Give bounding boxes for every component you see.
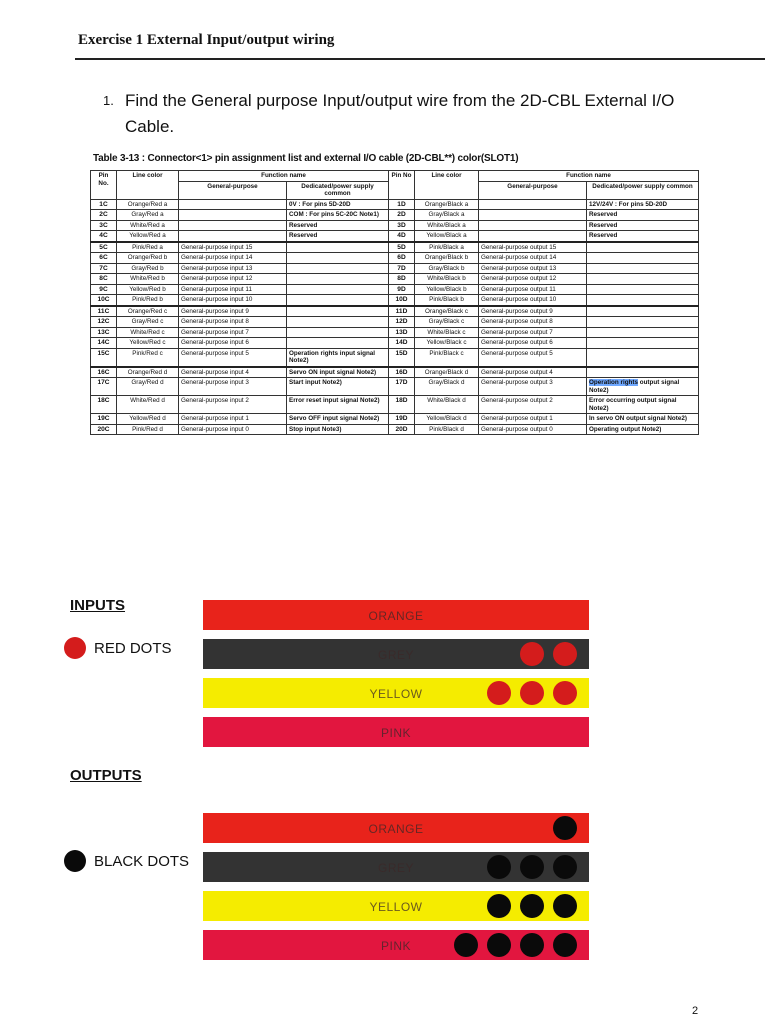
pin-cell: 9C	[91, 284, 117, 295]
general-purpose-cell: General-purpose input 3	[179, 378, 287, 396]
pin-cell: 8D	[389, 274, 415, 285]
general-purpose-cell	[479, 231, 587, 242]
general-purpose-cell: General-purpose output 2	[479, 396, 587, 414]
line-color-cell: White/Red d	[117, 396, 179, 414]
pin-cell: 15D	[389, 348, 415, 367]
dedicated-cell: Servo OFF input signal Note2)	[287, 414, 389, 425]
dedicated-cell: Error occurring output signal Note2)	[587, 396, 699, 414]
black-dot-icon	[64, 850, 86, 872]
dedicated-cell: Reserved	[587, 210, 699, 221]
header-rule	[75, 58, 765, 60]
dedicated-cell	[287, 253, 389, 264]
dedicated-cell	[287, 338, 389, 349]
black-dot-icon	[553, 933, 577, 957]
line-color-cell: Gray/Black b	[415, 263, 479, 274]
line-color-cell: Orange/Red d	[117, 367, 179, 378]
line-color-cell: Pink/Red b	[117, 295, 179, 306]
page-header: Exercise 1 External Input/output wiring	[78, 32, 335, 48]
pin-cell: 10C	[91, 295, 117, 306]
line-color-cell: Pink/Black a	[415, 242, 479, 253]
pin-cell: 20C	[91, 424, 117, 435]
outputs-wire-bar-yellow	[203, 891, 589, 921]
pin-cell: 13C	[91, 327, 117, 338]
general-purpose-cell: General-purpose output 11	[479, 284, 587, 295]
line-color-cell: White/Black d	[415, 396, 479, 414]
general-purpose-cell: General-purpose output 3	[479, 378, 587, 396]
dedicated-cell: 12V/24V : For pins 5D-20D	[587, 199, 699, 210]
general-purpose-cell: General-purpose input 8	[179, 317, 287, 328]
general-purpose-cell	[479, 210, 587, 221]
pin-cell: 20D	[389, 424, 415, 435]
line-color-cell: White/Red a	[117, 220, 179, 231]
pin-cell: 13D	[389, 327, 415, 338]
black-dot-icon	[553, 816, 577, 840]
pin-cell: 2D	[389, 210, 415, 221]
inputs-wire-bar-yellow	[203, 678, 589, 708]
black-dot-icon	[487, 933, 511, 957]
dedicated-cell: Operation rights input signal Note2)	[287, 348, 389, 367]
pin-cell: 19C	[91, 414, 117, 425]
general-purpose-cell	[479, 199, 587, 210]
general-purpose-cell: General-purpose output 13	[479, 263, 587, 274]
line-color-cell: Gray/Red c	[117, 317, 179, 328]
pin-cell: 14D	[389, 338, 415, 349]
general-purpose-cell	[179, 199, 287, 210]
general-purpose-cell: General-purpose input 2	[179, 396, 287, 414]
header-pin-no: Pin No.	[91, 171, 117, 200]
dedicated-cell	[287, 274, 389, 285]
task-text: Find the General purpose Input/output wire from the 2D-CBL External I/O Cable.	[125, 91, 675, 136]
pin-cell: 10D	[389, 295, 415, 306]
line-color-cell: Pink/Red d	[117, 424, 179, 435]
pin-cell: 12D	[389, 317, 415, 328]
pin-cell: 8C	[91, 274, 117, 285]
header-dedicated-right: Dedicated/power supply common	[587, 181, 699, 199]
table-row	[91, 378, 699, 396]
black-dot-icon	[520, 855, 544, 879]
black-dot-icon	[487, 894, 511, 918]
line-color-cell: Yellow/Black c	[415, 338, 479, 349]
dedicated-cell: Start input Note2)	[287, 378, 389, 396]
pin-cell: 18C	[91, 396, 117, 414]
dedicated-cell	[587, 367, 699, 378]
black-dot-icon	[520, 894, 544, 918]
dedicated-cell	[587, 263, 699, 274]
table-row	[91, 284, 699, 295]
line-color-cell: Orange/Red c	[117, 306, 179, 317]
black-dot-icon	[520, 933, 544, 957]
pin-cell: 16C	[91, 367, 117, 378]
general-purpose-cell: General-purpose input 13	[179, 263, 287, 274]
pin-cell: 19D	[389, 414, 415, 425]
pin-cell: 7C	[91, 263, 117, 274]
pin-cell: 1C	[91, 199, 117, 210]
line-color-cell: Yellow/Red d	[117, 414, 179, 425]
dedicated-cell	[587, 295, 699, 306]
line-color-cell: Pink/Red c	[117, 348, 179, 367]
red-dot-icon	[553, 642, 577, 666]
line-color-cell: Yellow/Red b	[117, 284, 179, 295]
pin-cell: 14C	[91, 338, 117, 349]
pin-cell: 17C	[91, 378, 117, 396]
wire-bar-label: ORANGE	[368, 822, 424, 836]
inputs-legend	[64, 637, 172, 659]
line-color-cell: Orange/Red b	[117, 253, 179, 264]
dedicated-cell	[287, 327, 389, 338]
dedicated-cell	[287, 263, 389, 274]
line-color-cell: Gray/Black c	[415, 317, 479, 328]
black-dot-icon	[553, 855, 577, 879]
general-purpose-cell: General-purpose output 10	[479, 295, 587, 306]
general-purpose-cell: General-purpose output 8	[479, 317, 587, 328]
dedicated-cell	[587, 242, 699, 253]
line-color-cell: Yellow/Black a	[415, 231, 479, 242]
table-row	[91, 396, 699, 414]
general-purpose-cell: General-purpose input 15	[179, 242, 287, 253]
pin-cell: 9D	[389, 284, 415, 295]
pin-cell: 18D	[389, 396, 415, 414]
wire-bar-label: GREY	[377, 648, 414, 662]
pin-cell: 17D	[389, 378, 415, 396]
dedicated-cell	[587, 327, 699, 338]
pin-cell: 11D	[389, 306, 415, 317]
red-dot-icon	[520, 681, 544, 705]
black-dot-icon	[487, 855, 511, 879]
red-dot-icon	[553, 681, 577, 705]
outputs-legend	[64, 850, 189, 872]
dedicated-cell: Stop input Note3)	[287, 424, 389, 435]
general-purpose-cell: General-purpose output 9	[479, 306, 587, 317]
black-dot-icon	[454, 933, 478, 957]
general-purpose-cell: General-purpose input 5	[179, 348, 287, 367]
header-pin-no-right: Pin No	[389, 171, 415, 200]
table-row	[91, 210, 699, 221]
pin-cell: 1D	[389, 199, 415, 210]
wire-bar-label: YELLOW	[369, 687, 423, 701]
dedicated-cell: Reserved	[287, 231, 389, 242]
dedicated-cell	[587, 284, 699, 295]
table-row	[91, 338, 699, 349]
table-caption: Table 3-13 : Connector<1> pin assignment list and external I/O cable (2D-CBL**) color(SLOT1)	[93, 153, 519, 164]
outputs-wire-bar-grey	[203, 852, 589, 882]
pin-cell: 5D	[389, 242, 415, 253]
inputs-wire-bar-orange	[203, 600, 589, 630]
dedicated-cell	[587, 274, 699, 285]
wire-bar-label: PINK	[380, 726, 411, 740]
general-purpose-cell: General-purpose input 10	[179, 295, 287, 306]
dedicated-cell	[587, 348, 699, 367]
inputs-legend-label: RED DOTS	[94, 639, 172, 657]
general-purpose-cell	[179, 220, 287, 231]
line-color-cell: White/Black a	[415, 220, 479, 231]
header-line-color: Line color	[117, 171, 179, 200]
line-color-cell: White/Black c	[415, 327, 479, 338]
dedicated-cell	[287, 317, 389, 328]
line-color-cell: Orange/Black a	[415, 199, 479, 210]
line-color-cell: White/Red c	[117, 327, 179, 338]
general-purpose-cell: General-purpose input 0	[179, 424, 287, 435]
general-purpose-cell: General-purpose output 12	[479, 274, 587, 285]
general-purpose-cell: General-purpose output 14	[479, 253, 587, 264]
general-purpose-cell: General-purpose input 12	[179, 274, 287, 285]
wire-bar-label: YELLOW	[369, 900, 423, 914]
line-color-cell: Gray/Black a	[415, 210, 479, 221]
general-purpose-cell: General-purpose input 11	[179, 284, 287, 295]
line-color-cell: Yellow/Black b	[415, 284, 479, 295]
outputs-wire-bar-pink	[203, 930, 589, 960]
general-purpose-cell: General-purpose output 6	[479, 338, 587, 349]
header-function-name: Function name	[179, 171, 389, 182]
dedicated-cell: Servo ON input signal Note2)	[287, 367, 389, 378]
general-purpose-cell: General-purpose output 5	[479, 348, 587, 367]
general-purpose-cell: General-purpose output 1	[479, 414, 587, 425]
pin-cell: 7D	[389, 263, 415, 274]
general-purpose-cell: General-purpose output 15	[479, 242, 587, 253]
dedicated-cell: COM : For pins 5C-20C Note1)	[287, 210, 389, 221]
task-number: 1.	[103, 93, 114, 108]
line-color-cell: Gray/Red b	[117, 263, 179, 274]
table-row	[91, 306, 699, 317]
line-color-cell: Pink/Black d	[415, 424, 479, 435]
red-dot-icon	[64, 637, 86, 659]
inputs-wire-bar-pink	[203, 717, 589, 747]
outputs-wire-bar-orange	[203, 813, 589, 843]
dedicated-cell: Reserved	[287, 220, 389, 231]
pin-cell: 3D	[389, 220, 415, 231]
line-color-cell: Orange/Black d	[415, 367, 479, 378]
table-row	[91, 263, 699, 274]
header-function-name-right: Function name	[479, 171, 699, 182]
general-purpose-cell: General-purpose output 7	[479, 327, 587, 338]
pin-cell: 12C	[91, 317, 117, 328]
dedicated-cell: Operating output Note2)	[587, 424, 699, 435]
general-purpose-cell: General-purpose input 4	[179, 367, 287, 378]
line-color-cell: Pink/Black c	[415, 348, 479, 367]
general-purpose-cell	[479, 220, 587, 231]
dedicated-cell	[287, 306, 389, 317]
general-purpose-cell: General-purpose input 7	[179, 327, 287, 338]
page-number: 2	[692, 1005, 699, 1017]
table-row	[91, 414, 699, 425]
dedicated-cell	[287, 295, 389, 306]
line-color-cell: Yellow/Red a	[117, 231, 179, 242]
table-row	[91, 317, 699, 328]
header-line-color-right: Line color	[415, 171, 479, 200]
pin-cell: 16D	[389, 367, 415, 378]
pin-cell: 2C	[91, 210, 117, 221]
header-dedicated: Dedicated/power supply common	[287, 181, 389, 199]
pin-cell: 5C	[91, 242, 117, 253]
red-dot-icon	[487, 681, 511, 705]
table-row	[91, 327, 699, 338]
table-row	[91, 242, 699, 253]
line-color-cell: Orange/Red a	[117, 199, 179, 210]
line-color-cell: Yellow/Black d	[415, 414, 479, 425]
dedicated-cell: 0V : For pins 5D-20D	[287, 199, 389, 210]
dedicated-cell	[287, 284, 389, 295]
general-purpose-cell: General-purpose input 9	[179, 306, 287, 317]
pin-cell: 11C	[91, 306, 117, 317]
line-color-cell: Gray/Red d	[117, 378, 179, 396]
dedicated-cell	[287, 242, 389, 253]
pin-cell: 4C	[91, 231, 117, 242]
outputs-title: OUTPUTS	[70, 767, 142, 784]
table-row	[91, 274, 699, 285]
dedicated-cell	[587, 306, 699, 317]
dedicated-cell: In servo ON output signal Note2)	[587, 414, 699, 425]
general-purpose-cell	[179, 231, 287, 242]
inputs-wire-bar-grey	[203, 639, 589, 669]
general-purpose-cell: General-purpose input 1	[179, 414, 287, 425]
wire-bar-label: PINK	[380, 939, 411, 953]
line-color-cell: Orange/Black b	[415, 253, 479, 264]
line-color-cell: Gray/Black d	[415, 378, 479, 396]
dedicated-cell: Reserved	[587, 220, 699, 231]
outputs-legend-label: BLACK DOTS	[94, 852, 190, 870]
pin-cell: 3C	[91, 220, 117, 231]
line-color-cell: Orange/Black c	[415, 306, 479, 317]
dedicated-cell	[587, 338, 699, 349]
line-color-cell: Pink/Black b	[415, 295, 479, 306]
table-row	[91, 348, 699, 367]
table-row	[91, 231, 699, 242]
pin-cell: 15C	[91, 348, 117, 367]
header-general-purpose: General-purpose	[179, 181, 287, 199]
header-general-purpose-right: General-purpose	[479, 181, 587, 199]
table-row	[91, 253, 699, 264]
general-purpose-cell	[179, 210, 287, 221]
black-dot-icon	[553, 894, 577, 918]
pin-assignment-table	[90, 170, 699, 435]
table-row	[91, 199, 699, 210]
table-row	[91, 424, 699, 435]
general-purpose-cell: General-purpose input 6	[179, 338, 287, 349]
line-color-cell: Yellow/Red c	[117, 338, 179, 349]
line-color-cell: Gray/Red a	[117, 210, 179, 221]
line-color-cell: White/Black b	[415, 274, 479, 285]
table-row	[91, 220, 699, 231]
dedicated-cell	[587, 253, 699, 264]
pin-cell: 6C	[91, 253, 117, 264]
line-color-cell: Pink/Red a	[117, 242, 179, 253]
table-row	[91, 367, 699, 378]
general-purpose-cell: General-purpose output 0	[479, 424, 587, 435]
general-purpose-cell: General-purpose output 4	[479, 367, 587, 378]
pin-cell: 6D	[389, 253, 415, 264]
line-color-cell: White/Red b	[117, 274, 179, 285]
wire-bar-label: GREY	[377, 861, 414, 875]
pin-cell: 4D	[389, 231, 415, 242]
wire-bar-label: ORANGE	[368, 609, 424, 623]
dedicated-cell: Error reset input signal Note2)	[287, 396, 389, 414]
inputs-title: INPUTS	[70, 597, 126, 614]
dedicated-cell: Reserved	[587, 231, 699, 242]
table-row	[91, 295, 699, 306]
dedicated-cell	[587, 317, 699, 328]
dedicated-cell: Operation rights output signal Note2)	[587, 378, 699, 396]
general-purpose-cell: General-purpose input 14	[179, 253, 287, 264]
red-dot-icon	[520, 642, 544, 666]
